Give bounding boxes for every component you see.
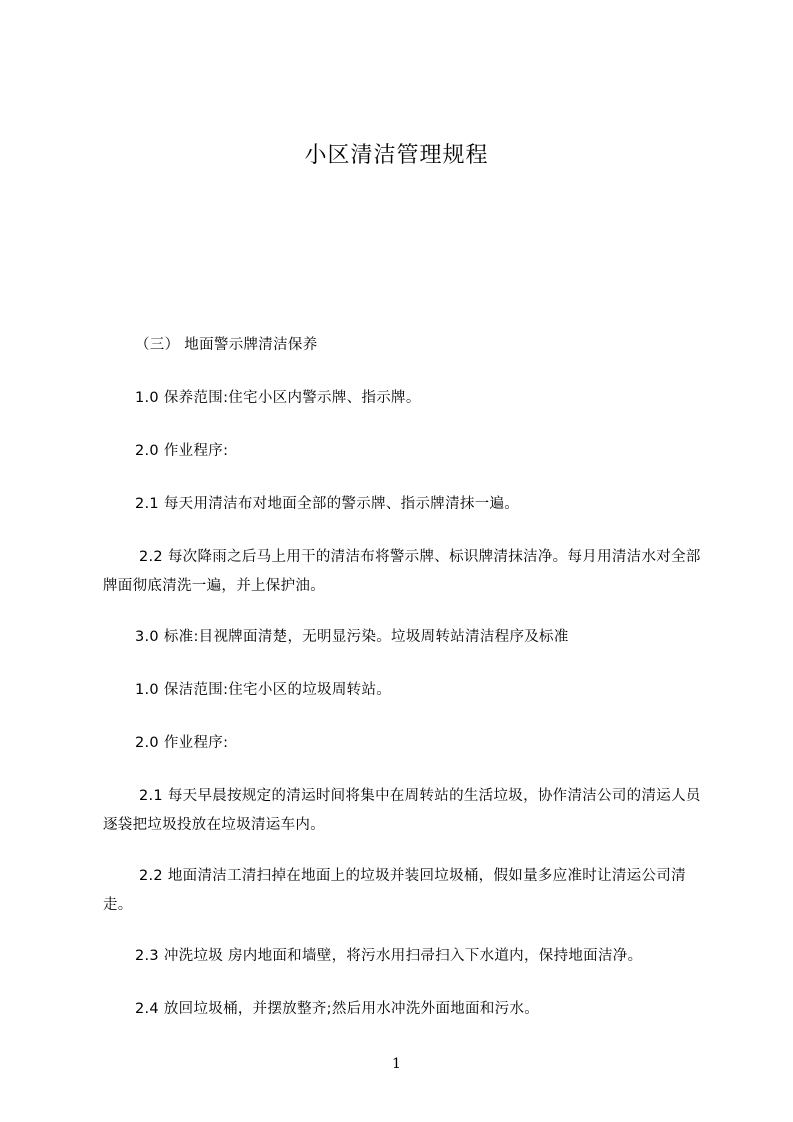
paragraph: 1.0 保养范围:住宅小区内警示牌、指示牌。 <box>135 390 421 406</box>
paragraph: 2.0 作业程序: <box>135 443 229 459</box>
paragraph: 2.4 放回垃圾桶，并摆放整齐;然后用水冲洗外面地面和污水。 <box>135 1001 540 1017</box>
paragraph: 2.3 冲洗垃圾 房内地面和墙壁，将污水用扫帚扫入下水道内，保持地面洁净。 <box>135 948 643 964</box>
paragraph: 2.0 作业程序: <box>135 735 229 751</box>
paragraph: 3.0 标准:目视牌面清楚，无明显污染。垃圾周转站清洁程序及标准 <box>135 629 569 645</box>
section-heading: （三） 地面警示牌清洁保养 <box>135 337 318 353</box>
paragraph: 2.1 每天用清洁布对地面全部的警示牌、指示牌清抹一遍。 <box>135 496 520 512</box>
paragraph: 2.2 每次降雨之后马上用干的清洁布将警示牌、标识牌清抹洁净。每月用清洁水对全部牌面彻底清洗一遍，并上保护油。 <box>103 549 701 594</box>
paragraph: 2.1 每天早晨按规定的清运时间将集中在周转站的生活垃圾，协作清洁公司的清运人员逐袋把垃圾投放在垃圾清运车内。 <box>103 788 701 833</box>
paragraph: 2.2 地面清洁工清扫掉在地面上的垃圾并装回垃圾桶，假如量多应准时让清运公司清走。 <box>103 868 686 913</box>
paragraph: 1.0 保洁范围:住宅小区的垃圾周转站。 <box>135 682 392 698</box>
document-title: 小区清洁管理规程 <box>304 143 489 168</box>
page-number: 1 <box>392 1056 401 1072</box>
